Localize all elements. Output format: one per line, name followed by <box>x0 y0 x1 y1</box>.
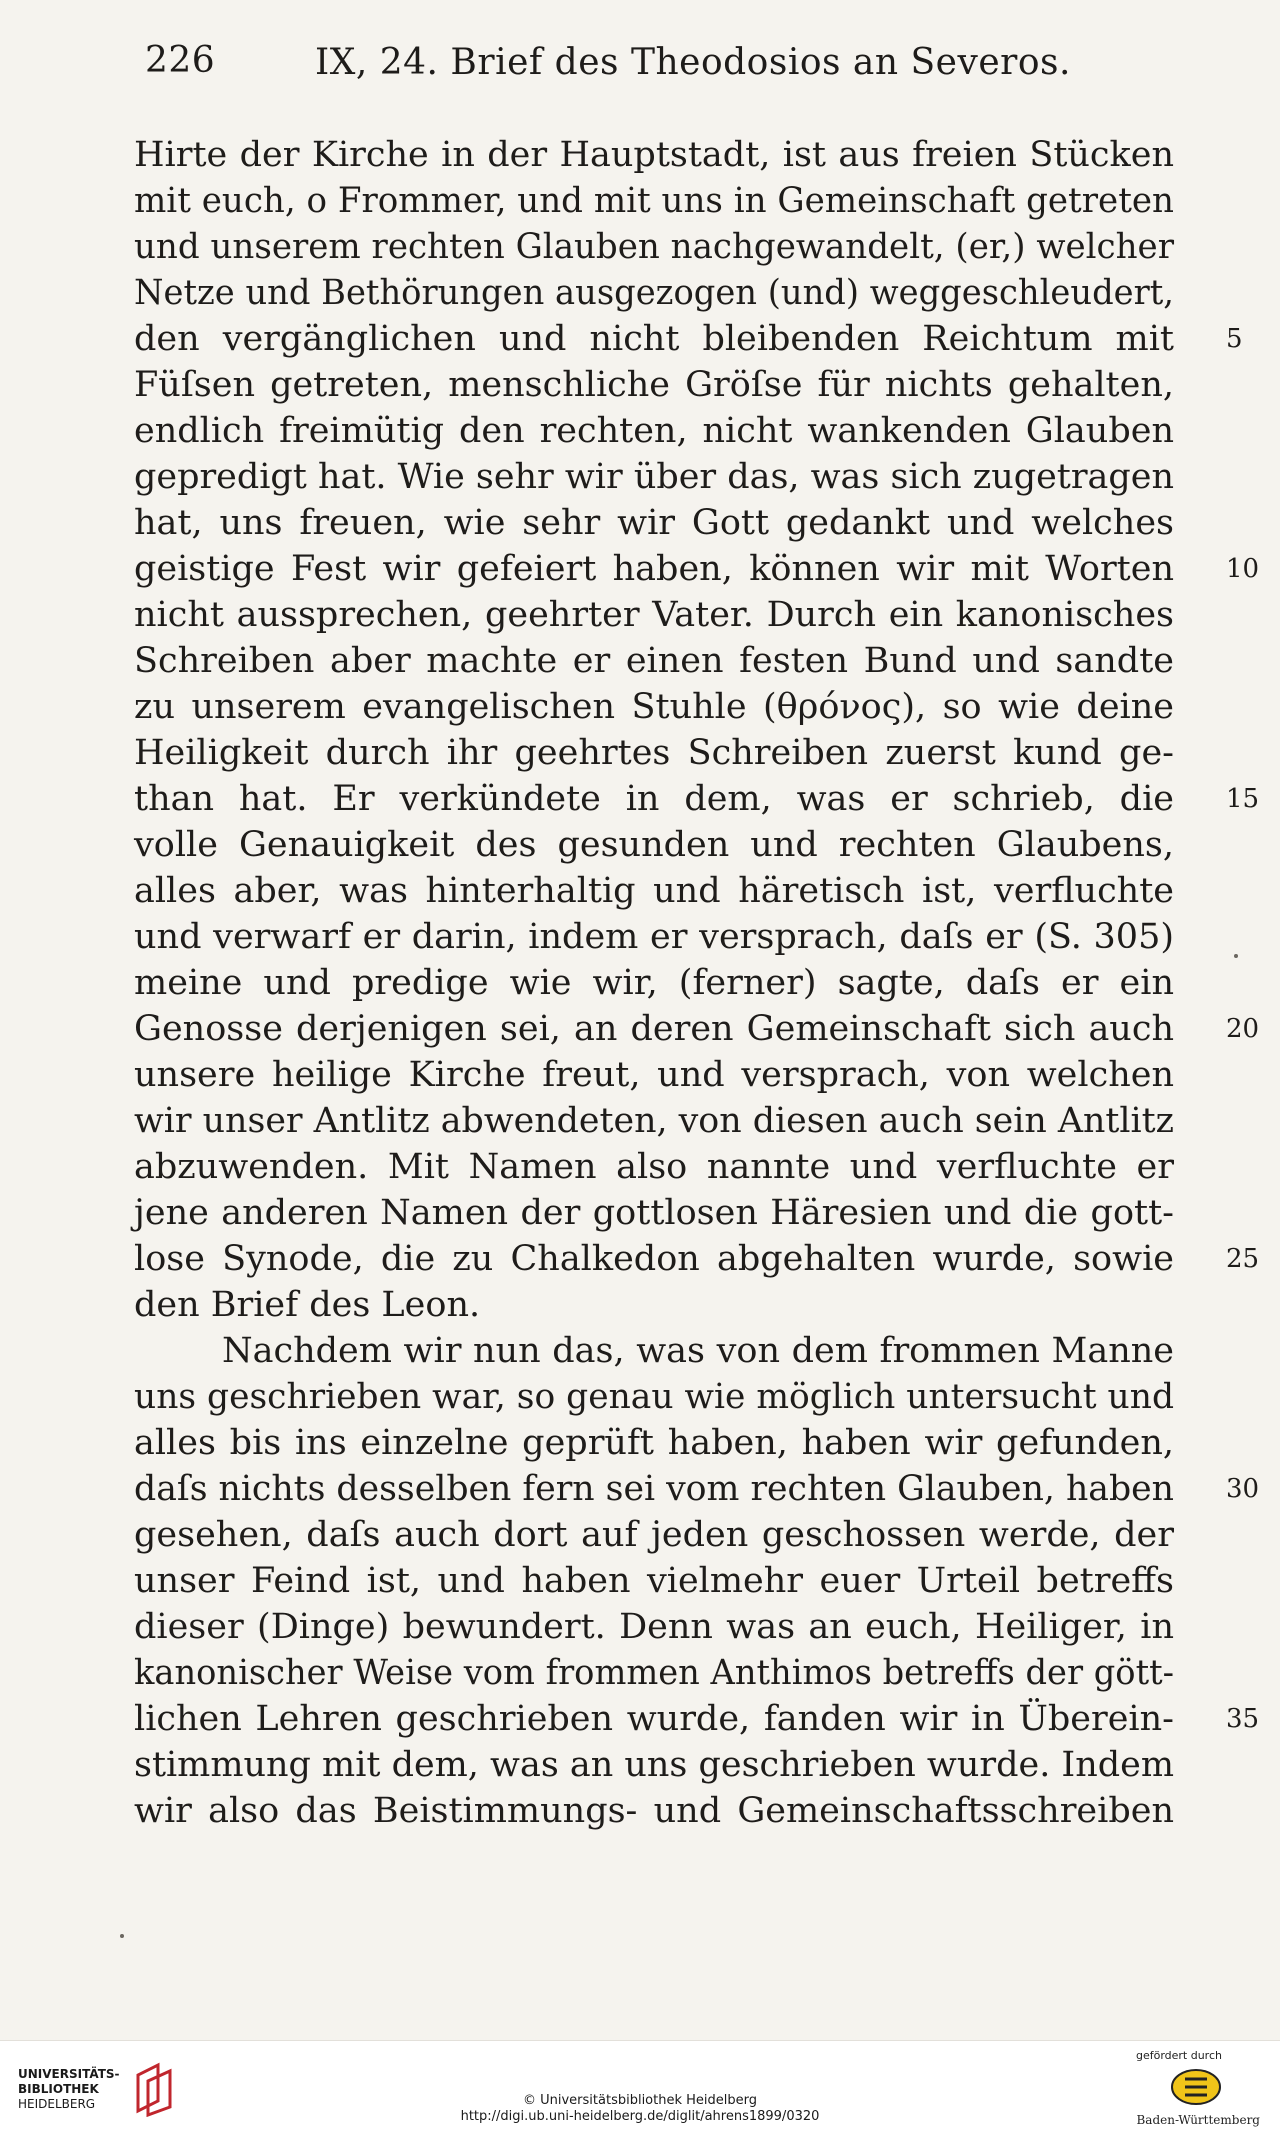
line-text: alles aber, was hinterhaltig und häretisch ist, verfluchte <box>134 871 1174 911</box>
page-number: 226 <box>145 40 216 81</box>
text-line <box>134 1788 1206 1834</box>
line-number: 20 <box>1226 1014 1260 1044</box>
text-line <box>134 270 1206 316</box>
line-text: Hirte der Kirche in der Hauptstadt, ist aus freien Stücken <box>134 135 1174 175</box>
text-line <box>134 1236 1260 1282</box>
text-line <box>134 1006 1260 1052</box>
sponsor-label: gefördert durch <box>1135 2049 1222 2062</box>
library-name-line: UNIVERSITÄTS- <box>18 2067 120 2081</box>
line-text: abzuwenden. Mit Namen also nannte und verfluchte er <box>134 1147 1174 1187</box>
line-text: meine und predige wie wir, (ferner) sagte, daſs er ein <box>134 963 1174 1003</box>
line-text: geistige Fest wir gefeiert haben, können wir mit Worten <box>134 549 1174 589</box>
text-line <box>134 1604 1206 1650</box>
text-line <box>134 776 1260 822</box>
line-number: 15 <box>1226 784 1260 814</box>
text-line <box>134 868 1206 914</box>
line-number: 10 <box>1226 554 1260 584</box>
text-line <box>134 1512 1206 1558</box>
line-text: lichen Lehren geschrieben wurde, fanden wir in Überein- <box>134 1699 1174 1739</box>
line-number: 25 <box>1226 1244 1260 1274</box>
line-text: hat, uns freuen, wie sehr wir Gott gedankt und welches <box>134 503 1174 543</box>
line-text: stimmung mit dem, was an uns geschrieben wurde. Indem <box>134 1745 1174 1785</box>
running-title: IX, 24. Brief des Theodosios an Severos. <box>315 42 1071 83</box>
line-text: wir unser Antlitz abwendeten, von diesen auch sein Antlitz <box>134 1101 1174 1141</box>
line-text: zu unserem evangelischen Stuhle (θρόνος), so wie deine <box>134 687 1174 727</box>
line-text: und verwarf er darin, indem er versprach, daſs er (S. 305) <box>134 917 1174 957</box>
stray-mark <box>1234 954 1238 958</box>
text-line <box>134 1190 1206 1236</box>
line-number: 35 <box>1226 1704 1260 1734</box>
line-text: den Brief des Leon. <box>134 1285 481 1325</box>
copyright-text: © Universitätsbibliothek Heidelberg <box>522 2093 757 2108</box>
stray-mark <box>120 1934 124 1938</box>
line-text: than hat. Er verkündete in dem, was er schrieb, die <box>134 779 1174 819</box>
line-text: Schreiben aber machte er einen festen Bund und sandte <box>134 641 1174 681</box>
line-text: dieser (Dinge) bewundert. Denn was an euch, Heiliger, in <box>134 1607 1174 1647</box>
text-line <box>134 638 1206 684</box>
line-text: Netze und Bethörungen ausgezogen (und) weggeschleudert, <box>134 273 1174 313</box>
copyright-block <box>0 2093 1280 2125</box>
text-line <box>134 1144 1206 1190</box>
text-line <box>134 454 1206 500</box>
line-text: nicht aussprechen, geehrter Vater. Durch ein kanonisches <box>134 595 1174 635</box>
text-line <box>134 822 1206 868</box>
text-line <box>134 546 1260 592</box>
line-text: gepredigt hat. Wie sehr wir über das, was sich zugetragen <box>134 457 1174 497</box>
line-text: Füſsen getreten, menschliche Gröſse für nichts gehalten, <box>134 365 1174 405</box>
text-line <box>134 1650 1206 1696</box>
text-line <box>134 1282 1206 1328</box>
line-text: unsere heilige Kirche freut, und versprach, von welchen <box>134 1055 1174 1095</box>
text-line <box>134 914 1206 960</box>
text-line <box>134 730 1206 776</box>
text-line <box>134 684 1206 730</box>
line-text: jene anderen Namen der gottlosen Häresien und die gott- <box>134 1193 1174 1233</box>
line-text: den vergänglichen und nicht bleibenden Reichtum mit <box>134 319 1174 359</box>
text-line <box>134 1052 1206 1098</box>
line-text: kanonischer Weise vom frommen Anthimos betreffs der gött- <box>134 1653 1174 1693</box>
text-line <box>134 960 1206 1006</box>
line-text: Genosse derjenigen sei, an deren Gemeinschaft sich auch <box>134 1009 1174 1049</box>
line-number: 30 <box>1226 1474 1260 1504</box>
running-header <box>145 40 1071 96</box>
text-line <box>134 408 1206 454</box>
text-line <box>134 362 1206 408</box>
text-line <box>134 1696 1260 1742</box>
line-text: alles bis ins einzelne geprüft haben, haben wir gefunden, <box>134 1423 1174 1463</box>
library-name-line: HEIDELBERG <box>18 2097 96 2111</box>
line-number: 5 <box>1226 324 1243 354</box>
text-line <box>134 224 1206 270</box>
text-line <box>134 1098 1206 1144</box>
text-line <box>134 592 1206 638</box>
line-text: Nachdem wir nun das, was von dem frommen Manne <box>222 1331 1174 1371</box>
text-line <box>134 178 1206 224</box>
line-text: daſs nichts desselben fern sei vom rechten Glauben, haben <box>134 1469 1174 1509</box>
body-text <box>134 132 1260 1834</box>
line-text: und unserem rechten Glauben nachgewandelt, (er,) welcher <box>134 227 1174 267</box>
footer-bar <box>0 2040 1280 2135</box>
text-line <box>134 500 1206 546</box>
line-text: wir also das Beistimmungs- und Gemeinschaftsschreiben <box>134 1791 1174 1831</box>
text-line <box>134 1420 1206 1466</box>
line-text: Heiligkeit durch ihr geehrtes Schreiben zuerst kund ge- <box>134 733 1174 773</box>
line-text: mit euch, o Frommer, und mit uns in Gemeinschaft getreten <box>134 181 1174 221</box>
line-text: gesehen, daſs auch dort auf jeden geschossen werde, der <box>134 1515 1174 1555</box>
library-name-line: BIBLIOTHEK <box>18 2082 99 2096</box>
line-text: unser Feind ist, und haben vielmehr euer Urteil betreffs <box>134 1561 1174 1601</box>
sponsor-name: Baden-Württemberg <box>1136 2113 1260 2127</box>
text-line <box>134 1742 1206 1788</box>
state-crest-icon <box>1168 2067 1224 2107</box>
line-text: endlich freimütig den rechten, nicht wankenden Glauben <box>134 411 1174 451</box>
line-text: volle Genauigkeit des gesunden und rechten Glaubens, <box>134 825 1174 865</box>
text-line <box>134 1328 1206 1374</box>
text-line <box>134 1558 1206 1604</box>
line-text: lose Synode, die zu Chalkedon abgehalten wurde, sowie <box>134 1239 1174 1279</box>
text-line <box>134 1374 1206 1420</box>
text-line <box>134 316 1243 362</box>
text-line <box>134 1466 1260 1512</box>
permalink-url[interactable]: http://digi.ub.uni-heidelberg.de/diglit/ahrens1899/0320 <box>460 2109 820 2124</box>
line-text: uns geschrieben war, so genau wie möglich untersucht und <box>134 1377 1174 1417</box>
text-line <box>134 132 1206 178</box>
